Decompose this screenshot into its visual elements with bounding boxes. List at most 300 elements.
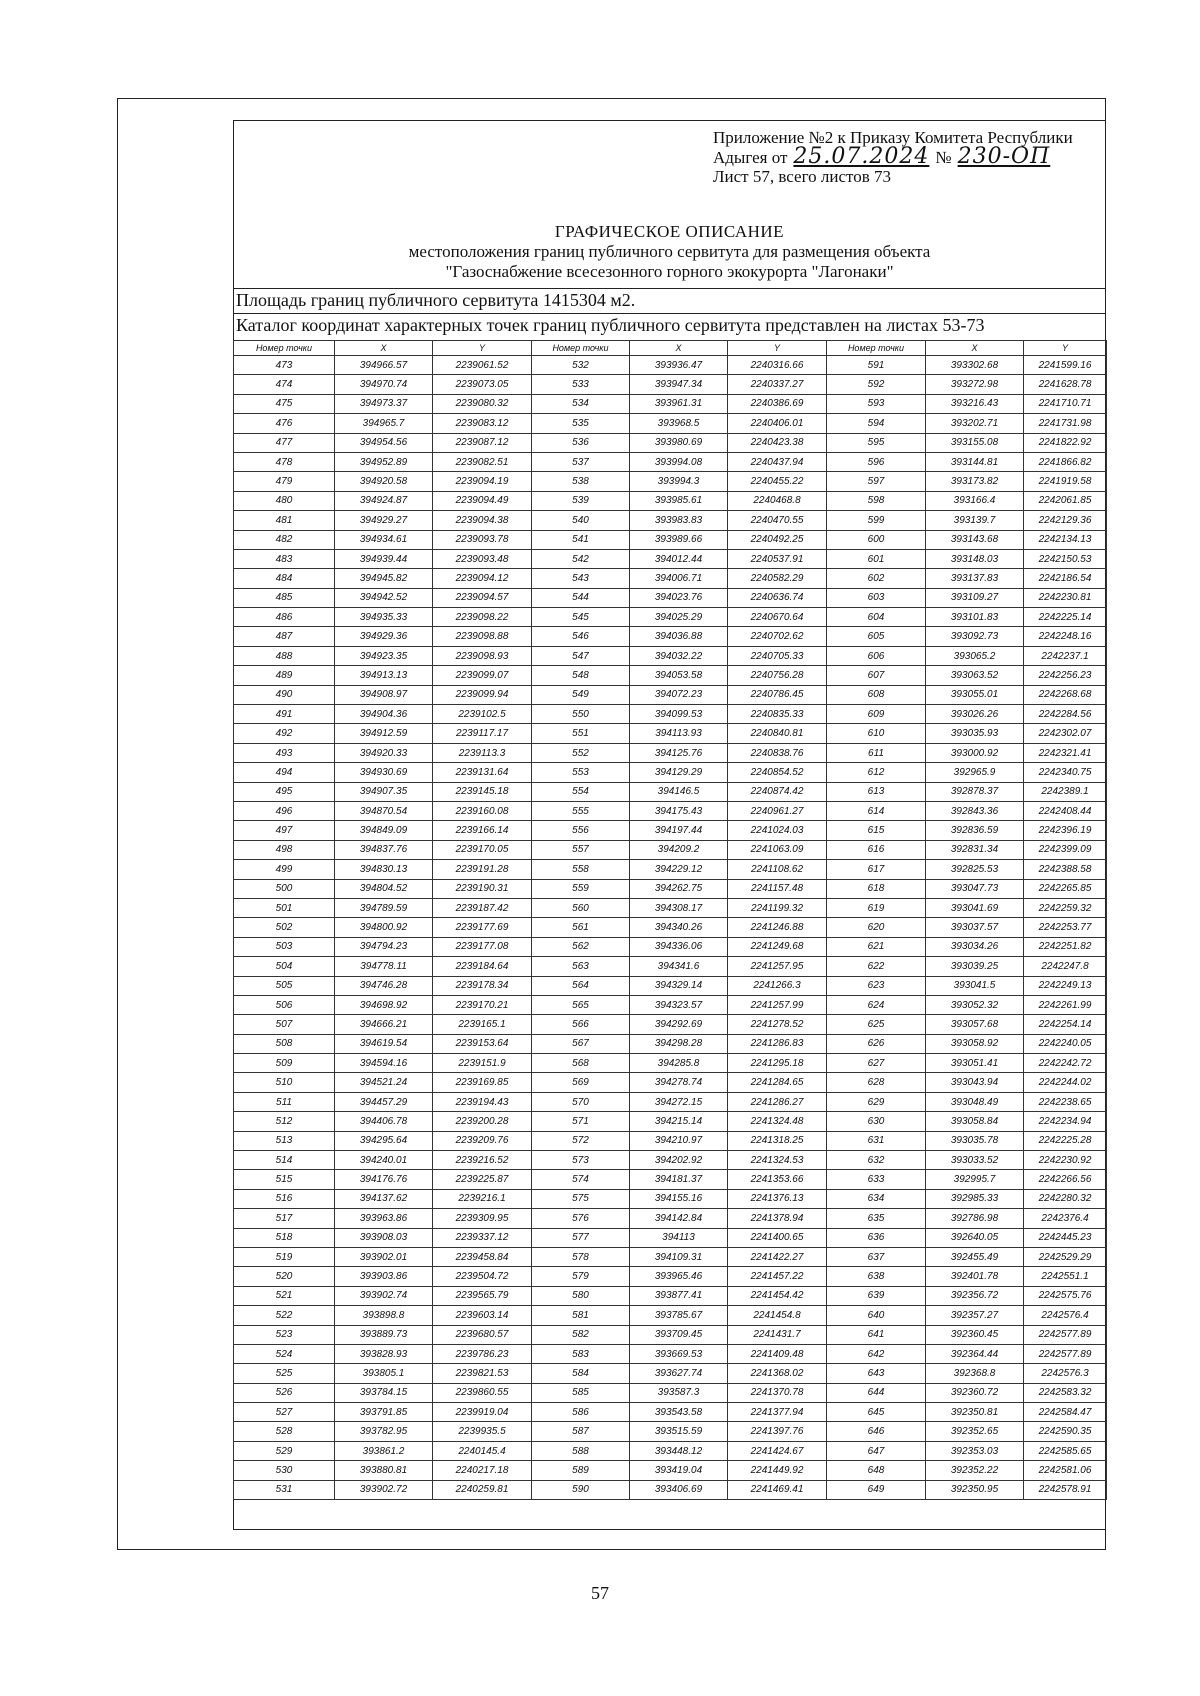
table-cell: 2242280.32 (1024, 1189, 1107, 1208)
table-cell: 2239919.04 (433, 1403, 532, 1422)
table-cell: 524 (234, 1344, 335, 1363)
table-cell: 394341.6 (630, 957, 728, 976)
table-row (234, 937, 1107, 956)
table-cell: 2239935.5 (433, 1422, 532, 1441)
table-cell: 394849.09 (335, 821, 433, 840)
table-cell: 502 (234, 918, 335, 937)
table-cell: 393419.04 (630, 1461, 728, 1480)
table-cell: 577 (532, 1228, 630, 1247)
table-cell: 2241318.25 (728, 1131, 827, 1150)
table-cell: 2241731.98 (1024, 414, 1107, 433)
table-row (234, 724, 1107, 743)
table-cell: 394197.44 (630, 821, 728, 840)
table-cell: 575 (532, 1189, 630, 1208)
table-cell: 393543.58 (630, 1403, 728, 1422)
table-cell: 620 (827, 918, 926, 937)
handwritten-date: 25.07.2024 (793, 144, 930, 169)
table-cell: 393033.52 (926, 1151, 1024, 1170)
table-row (234, 452, 1107, 471)
table-cell: 2239216.1 (433, 1189, 532, 1208)
table-cell: 550 (532, 705, 630, 724)
table-row (234, 627, 1107, 646)
table-row (234, 394, 1107, 413)
table-cell: 564 (532, 976, 630, 995)
table-cell: 585 (532, 1383, 630, 1402)
table-row (234, 1015, 1107, 1034)
table-cell: 614 (827, 801, 926, 820)
table-row (234, 1151, 1107, 1170)
table-cell: 2239309.95 (433, 1209, 532, 1228)
table-cell: 635 (827, 1209, 926, 1228)
table-cell: 557 (532, 840, 630, 859)
table-row (234, 743, 1107, 762)
table-cell: 2242242.72 (1024, 1054, 1107, 1073)
table-cell: 556 (532, 821, 630, 840)
table-cell: 393994.08 (630, 452, 728, 471)
table-cell: 394181.37 (630, 1170, 728, 1189)
table-cell: 394800.92 (335, 918, 433, 937)
table-cell: 394935.33 (335, 608, 433, 627)
table-cell: 2242265.85 (1024, 879, 1107, 898)
title-sub-1: местоположения границ публичного сервитута для размещения объекта (408, 242, 931, 261)
col-header-point-2: Номер точки (532, 341, 630, 356)
table-cell: 392843.36 (926, 801, 1024, 820)
table-cell: 475 (234, 394, 335, 413)
table-cell: 392353.03 (926, 1441, 1024, 1460)
table-cell: 542 (532, 549, 630, 568)
table-cell: 624 (827, 995, 926, 1014)
table-cell: 393983.83 (630, 511, 728, 530)
table-cell: 394146.5 (630, 782, 728, 801)
table-row (234, 801, 1107, 820)
table-cell: 2241368.02 (728, 1364, 827, 1383)
table-cell: 628 (827, 1073, 926, 1092)
table-cell: 560 (532, 898, 630, 917)
table-row (234, 569, 1107, 588)
table-cell: 393936.47 (630, 356, 728, 375)
table-row (234, 1131, 1107, 1150)
table-cell: 2242256.23 (1024, 666, 1107, 685)
table-cell: 505 (234, 976, 335, 995)
table-cell: 477 (234, 433, 335, 452)
table-cell: 551 (532, 724, 630, 743)
table-cell: 553 (532, 763, 630, 782)
table-cell: 394954.56 (335, 433, 433, 452)
table-cell: 2241628.78 (1024, 375, 1107, 394)
table-cell: 604 (827, 608, 926, 627)
table-cell: 573 (532, 1151, 630, 1170)
table-row (234, 511, 1107, 530)
table-cell: 586 (532, 1403, 630, 1422)
appendix-date-prefix: Адыгея от (713, 148, 788, 167)
table-cell: 2239094.12 (433, 569, 532, 588)
table-cell: 2242259.32 (1024, 898, 1107, 917)
table-cell: 512 (234, 1112, 335, 1131)
table-cell: 2242583.32 (1024, 1383, 1107, 1402)
table-cell: 2242225.28 (1024, 1131, 1107, 1150)
table-cell: 2240259.81 (433, 1480, 532, 1499)
table-cell: 394965.7 (335, 414, 433, 433)
appendix-line-1: Приложение №2 к Приказу Комитета Республики (713, 128, 1073, 147)
table-cell: 563 (532, 957, 630, 976)
table-cell: 641 (827, 1325, 926, 1344)
table-cell: 392368.8 (926, 1364, 1024, 1383)
table-cell: 394053.58 (630, 666, 728, 685)
table-cell: 2240386.69 (728, 394, 827, 413)
table-cell: 516 (234, 1189, 335, 1208)
table-cell: 522 (234, 1306, 335, 1325)
table-cell: 2242585.65 (1024, 1441, 1107, 1460)
table-cell: 592 (827, 375, 926, 394)
table-cell: 392360.45 (926, 1325, 1024, 1344)
table-cell: 2239187.42 (433, 898, 532, 917)
table-cell: 2241257.95 (728, 957, 827, 976)
appendix-line-2 (713, 144, 1103, 169)
table-cell: 499 (234, 860, 335, 879)
table-cell: 527 (234, 1403, 335, 1422)
table-cell: 394336.06 (630, 937, 728, 956)
table-cell: 2239094.38 (433, 511, 532, 530)
table-cell: 595 (827, 433, 926, 452)
table-cell: 393965.46 (630, 1267, 728, 1286)
table-row (234, 1170, 1107, 1189)
col-header-x-2: X (630, 341, 728, 356)
table-cell: 393406.69 (630, 1480, 728, 1499)
table-cell: 2242261.99 (1024, 995, 1107, 1014)
table-cell: 393101.83 (926, 608, 1024, 627)
table-cell: 500 (234, 879, 335, 898)
table-row (234, 491, 1107, 510)
table-cell: 392878.37 (926, 782, 1024, 801)
table-cell: 394789.59 (335, 898, 433, 917)
table-cell: 518 (234, 1228, 335, 1247)
table-cell: 485 (234, 588, 335, 607)
table-cell: 2240840.81 (728, 724, 827, 743)
table-cell: 486 (234, 608, 335, 627)
table-cell: 2242247.8 (1024, 957, 1107, 976)
table-cell: 565 (532, 995, 630, 1014)
table-cell: 558 (532, 860, 630, 879)
table-cell: 2239177.69 (433, 918, 532, 937)
table-row (234, 976, 1107, 995)
table-cell: 2242134.13 (1024, 530, 1107, 549)
table-cell: 394952.89 (335, 452, 433, 471)
table-cell: 2240874.42 (728, 782, 827, 801)
table-cell: 393669.53 (630, 1344, 728, 1363)
table-cell: 393889.73 (335, 1325, 433, 1344)
table-cell: 394907.35 (335, 782, 433, 801)
table-cell: 589 (532, 1461, 630, 1480)
table-cell: 2239209.76 (433, 1131, 532, 1150)
table-cell: 498 (234, 840, 335, 859)
table-row (234, 918, 1107, 937)
table-cell: 2241353.66 (728, 1170, 827, 1189)
table-cell: 394457.29 (335, 1092, 433, 1111)
table-cell: 583 (532, 1344, 630, 1363)
table-cell: 392356.72 (926, 1286, 1024, 1305)
table-cell: 394295.64 (335, 1131, 433, 1150)
table-cell: 546 (532, 627, 630, 646)
col-header-y-1: Y (433, 341, 532, 356)
table-cell: 392360.72 (926, 1383, 1024, 1402)
table-cell: 2240470.55 (728, 511, 827, 530)
table-row (234, 1209, 1107, 1228)
table-cell: 393980.69 (630, 433, 728, 452)
table-row (234, 1092, 1107, 1111)
table-cell: 2240854.52 (728, 763, 827, 782)
table-cell: 531 (234, 1480, 335, 1499)
table-row (234, 1403, 1107, 1422)
table-cell: 545 (532, 608, 630, 627)
table-cell: 2242551.1 (1024, 1267, 1107, 1286)
table-cell: 394340.26 (630, 918, 728, 937)
table-cell: 2241257.99 (728, 995, 827, 1014)
table-cell: 2241866.82 (1024, 452, 1107, 471)
table-cell: 394970.74 (335, 375, 433, 394)
table-cell: 393052.32 (926, 995, 1024, 1014)
table-row (234, 608, 1107, 627)
table-cell: 2240217.18 (433, 1461, 532, 1480)
table-cell: 2242445.23 (1024, 1228, 1107, 1247)
table-cell: 393092.73 (926, 627, 1024, 646)
table-cell: 394920.33 (335, 743, 433, 762)
table-cell: 520 (234, 1267, 335, 1286)
table-row (234, 821, 1107, 840)
table-cell: 2242376.4 (1024, 1209, 1107, 1228)
table-cell: 2239160.08 (433, 801, 532, 820)
table-row (234, 705, 1107, 724)
table-row (234, 1461, 1107, 1480)
table-cell: 633 (827, 1170, 926, 1189)
table-cell: 2241409.48 (728, 1344, 827, 1363)
table-cell: 513 (234, 1131, 335, 1150)
table-cell: 393035.78 (926, 1131, 1024, 1150)
table-cell: 489 (234, 666, 335, 685)
table-cell: 562 (532, 937, 630, 956)
table-cell: 2242576.3 (1024, 1364, 1107, 1383)
table-cell: 393057.68 (926, 1015, 1024, 1034)
table-cell: 392350.95 (926, 1480, 1024, 1499)
table-cell: 599 (827, 511, 926, 530)
table-cell: 639 (827, 1286, 926, 1305)
table-cell: 393898.8 (335, 1306, 433, 1325)
table-row (234, 1286, 1107, 1305)
table-cell: 492 (234, 724, 335, 743)
table-cell: 579 (532, 1267, 630, 1286)
table-cell: 602 (827, 569, 926, 588)
table-cell: 2240582.29 (728, 569, 827, 588)
table-cell: 2239145.18 (433, 782, 532, 801)
table-cell: 394904.36 (335, 705, 433, 724)
table-row (234, 763, 1107, 782)
table-cell: 629 (827, 1092, 926, 1111)
table-cell: 2240423.38 (728, 433, 827, 452)
table-cell: 2239169.85 (433, 1073, 532, 1092)
table-cell: 394176.76 (335, 1170, 433, 1189)
table-cell: 582 (532, 1325, 630, 1344)
table-row (234, 1364, 1107, 1383)
table-cell: 598 (827, 491, 926, 510)
table-cell: 2242529.29 (1024, 1247, 1107, 1266)
title-sub-2: "Газоснабжение всесезонного горного экокурорта "Лагонаки" (445, 262, 894, 281)
table-cell: 2239083.12 (433, 414, 532, 433)
table-cell: 393166.4 (926, 491, 1024, 510)
table-cell: 2239225.87 (433, 1170, 532, 1189)
table-cell: 2240786.45 (728, 685, 827, 704)
table-cell: 2241822.92 (1024, 433, 1107, 452)
table-cell: 392640.05 (926, 1228, 1024, 1247)
table-cell: 2242238.65 (1024, 1092, 1107, 1111)
table-cell: 2239177.08 (433, 937, 532, 956)
table-cell: 394006.71 (630, 569, 728, 588)
table-cell: 638 (827, 1267, 926, 1286)
table-cell: 394594.16 (335, 1054, 433, 1073)
table-cell: 393035.93 (926, 724, 1024, 743)
table-row (234, 1189, 1107, 1208)
table-cell: 538 (532, 472, 630, 491)
col-header-x-3: X (926, 341, 1024, 356)
coordinates-table (233, 340, 1107, 1500)
table-cell: 2242321.41 (1024, 743, 1107, 762)
table-row (234, 666, 1107, 685)
table-cell: 2239098.88 (433, 627, 532, 646)
table-cell: 393515.59 (630, 1422, 728, 1441)
table-cell: 393048.49 (926, 1092, 1024, 1111)
table-cell: 2240705.33 (728, 646, 827, 665)
table-cell: 394209.2 (630, 840, 728, 859)
table-cell: 617 (827, 860, 926, 879)
table-cell: 393902.01 (335, 1247, 433, 1266)
table-cell: 392831.34 (926, 840, 1024, 859)
table-cell: 636 (827, 1228, 926, 1247)
table-cell: 578 (532, 1247, 630, 1266)
table-row (234, 414, 1107, 433)
table-cell: 552 (532, 743, 630, 762)
table-cell: 394012.44 (630, 549, 728, 568)
table-cell: 394778.11 (335, 957, 433, 976)
table-cell: 394072.23 (630, 685, 728, 704)
table-cell: 2239178.34 (433, 976, 532, 995)
table-cell: 394912.59 (335, 724, 433, 743)
table-cell: 393627.74 (630, 1364, 728, 1383)
table-row (234, 957, 1107, 976)
table-cell: 394924.87 (335, 491, 433, 510)
table-cell: 591 (827, 356, 926, 375)
table-cell: 394137.62 (335, 1189, 433, 1208)
page-number: 57 (591, 1583, 609, 1603)
table-cell: 547 (532, 646, 630, 665)
table-cell: 517 (234, 1209, 335, 1228)
table-cell: 596 (827, 452, 926, 471)
table-cell: 572 (532, 1131, 630, 1150)
table-cell: 487 (234, 627, 335, 646)
table-cell: 2240838.76 (728, 743, 827, 762)
table-cell: 627 (827, 1054, 926, 1073)
table-cell: 2239094.19 (433, 472, 532, 491)
table-cell: 2240537.91 (728, 549, 827, 568)
col-header-y-3: Y (1024, 341, 1107, 356)
table-cell: 2239082.51 (433, 452, 532, 471)
table-cell: 393963.86 (335, 1209, 433, 1228)
table-cell: 394870.54 (335, 801, 433, 820)
table-cell: 2242061.85 (1024, 491, 1107, 510)
table-cell: 2239094.49 (433, 491, 532, 510)
table-cell: 2241919.58 (1024, 472, 1107, 491)
table-cell: 2240492.25 (728, 530, 827, 549)
table-cell: 482 (234, 530, 335, 549)
table-cell: 2241108.62 (728, 860, 827, 879)
table-cell: 394125.76 (630, 743, 728, 762)
table-cell: 2242244.02 (1024, 1073, 1107, 1092)
table-cell: 392350.81 (926, 1403, 1024, 1422)
table-cell: 393202.71 (926, 414, 1024, 433)
table-row (234, 995, 1107, 1014)
table-cell: 521 (234, 1286, 335, 1305)
table-cell: 2241469.41 (728, 1480, 827, 1499)
table-cell: 532 (532, 356, 630, 375)
table-cell: 2239821.53 (433, 1364, 532, 1383)
table-cell: 2240337.27 (728, 375, 827, 394)
table-body (234, 356, 1107, 1500)
table-cell: 2241377.94 (728, 1403, 827, 1422)
table-cell: 2240316.66 (728, 356, 827, 375)
table-cell: 394210.97 (630, 1131, 728, 1150)
table-cell: 2239565.79 (433, 1286, 532, 1305)
table-cell: 2239093.78 (433, 530, 532, 549)
table-cell: 393173.82 (926, 472, 1024, 491)
table-cell: 2241422.27 (728, 1247, 827, 1266)
table-cell: 631 (827, 1131, 926, 1150)
table-cell: 2242578.91 (1024, 1480, 1107, 1499)
table-cell: 393148.03 (926, 549, 1024, 568)
table-cell: 2242396.19 (1024, 821, 1107, 840)
table-row (234, 433, 1107, 452)
table-cell: 2242575.76 (1024, 1286, 1107, 1305)
table-cell: 541 (532, 530, 630, 549)
table-cell: 393448.12 (630, 1441, 728, 1460)
table-cell: 2241378.94 (728, 1209, 827, 1228)
table-row (234, 860, 1107, 879)
table-row (234, 1306, 1107, 1325)
table-cell: 567 (532, 1034, 630, 1053)
table-cell: 2242577.89 (1024, 1325, 1107, 1344)
table-cell: 549 (532, 685, 630, 704)
table-cell: 393947.34 (630, 375, 728, 394)
table-cell: 392995.7 (926, 1170, 1024, 1189)
table-cell: 494 (234, 763, 335, 782)
table-cell: 392965.9 (926, 763, 1024, 782)
table-cell: 2241266.3 (728, 976, 827, 995)
table-cell: 394129.29 (630, 763, 728, 782)
table-cell: 613 (827, 782, 926, 801)
table-cell: 394939.44 (335, 549, 433, 568)
table-cell: 523 (234, 1325, 335, 1344)
table-cell: 473 (234, 356, 335, 375)
table-cell: 393709.45 (630, 1325, 728, 1344)
table-cell: 615 (827, 821, 926, 840)
table-cell: 609 (827, 705, 926, 724)
table-cell: 2241454.42 (728, 1286, 827, 1305)
table-cell: 2241431.7 (728, 1325, 827, 1344)
table-cell: 394023.76 (630, 588, 728, 607)
table-cell: 2242581.06 (1024, 1461, 1107, 1480)
table-cell: 394406.78 (335, 1112, 433, 1131)
table-cell: 2241324.53 (728, 1151, 827, 1170)
table-cell: 393302.68 (926, 356, 1024, 375)
table-row (234, 1034, 1107, 1053)
table-cell: 581 (532, 1306, 630, 1325)
table-row (234, 1267, 1107, 1286)
